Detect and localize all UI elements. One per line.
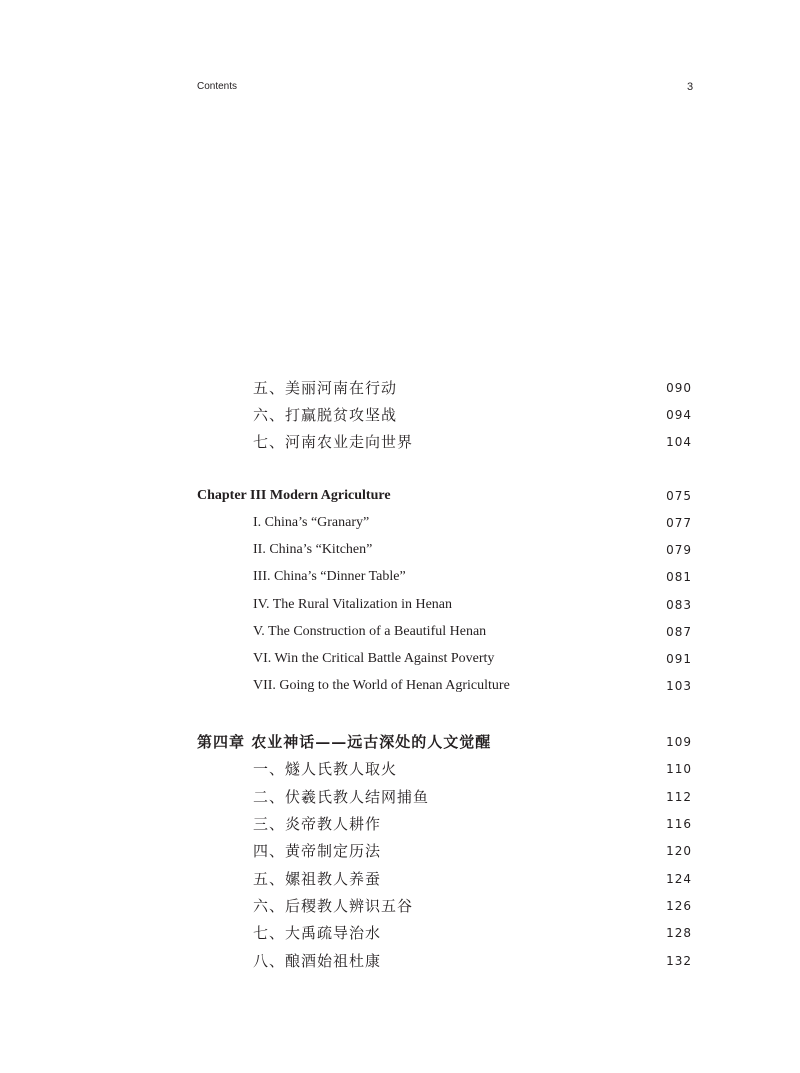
toc-entry-page: 126	[666, 899, 692, 913]
toc-entry[interactable]	[0, 949, 800, 973]
toc-entry-title: VI. Win the Critical Battle Against Poverty	[253, 651, 495, 666]
chapter-page: 109	[666, 735, 692, 749]
toc-entry[interactable]	[0, 785, 800, 809]
toc-entry-page: 094	[666, 408, 692, 422]
chapter-page: 075	[666, 489, 692, 503]
toc-entry-page: 116	[666, 817, 692, 831]
toc-entry-title: 八、酿酒始祖杜康	[253, 952, 382, 970]
toc-entry-title: 五、嫘祖教人养蚕	[253, 870, 382, 888]
toc-entry-page: 120	[666, 844, 692, 858]
toc-chapter-3[interactable]	[0, 484, 800, 508]
toc-entry[interactable]	[0, 403, 800, 427]
toc-entry-page: 079	[666, 543, 692, 557]
toc-entry-title: 七、大禹疏导治水	[253, 924, 382, 942]
toc-entry-title: 四、黄帝制定历法	[253, 842, 382, 860]
toc-entry[interactable]	[0, 674, 800, 698]
toc-entry[interactable]	[0, 511, 800, 535]
toc-chapter-4[interactable]	[0, 730, 800, 754]
toc-entry-page: 087	[666, 625, 692, 639]
toc-entry[interactable]	[0, 757, 800, 781]
toc-entry[interactable]	[0, 620, 800, 644]
toc-entry-page: 091	[666, 652, 692, 666]
toc-entry-title: II. China’s “Kitchen”	[253, 542, 373, 557]
toc-entry-page: 090	[666, 381, 692, 395]
toc-entry-title: IV. The Rural Vitalization in Henan	[253, 597, 453, 612]
toc-entry-page: 110	[666, 762, 692, 776]
toc-entry-title: 二、伏羲氏教人结网捕鱼	[253, 788, 430, 806]
toc-entry[interactable]	[0, 921, 800, 945]
toc-entry-title: V. The Construction of a Beautiful Henan	[253, 624, 487, 639]
toc-entry[interactable]	[0, 538, 800, 562]
chapter-title: 第四章 农业神话——远古深处的人文觉醒	[197, 733, 492, 751]
toc-entry[interactable]	[0, 430, 800, 454]
toc-entry-title: 六、打赢脱贫攻坚战	[253, 406, 398, 424]
toc-entry-page: 083	[666, 598, 692, 612]
toc-entry[interactable]	[0, 647, 800, 671]
toc-entry-title: III. China’s “Dinner Table”	[253, 569, 406, 584]
toc-entry[interactable]	[0, 867, 800, 891]
toc-entry[interactable]	[0, 593, 800, 617]
toc-entry[interactable]	[0, 376, 800, 400]
toc-entry-page: 103	[666, 679, 692, 693]
toc-entry-title: VII. Going to the World of Henan Agriculture	[253, 678, 510, 693]
toc-entry-title: I. China’s “Granary”	[253, 515, 370, 530]
toc-entry-page: 077	[666, 516, 692, 530]
toc-entry-title: 一、燧人氏教人取火	[253, 760, 398, 778]
toc-entry-page: 112	[666, 790, 692, 804]
toc-entry[interactable]	[0, 565, 800, 589]
toc-entry-page: 081	[666, 570, 692, 584]
toc-entry[interactable]	[0, 812, 800, 836]
chapter-title: Chapter III Modern Agriculture	[197, 488, 391, 503]
toc-entry-title: 五、美丽河南在行动	[253, 379, 398, 397]
toc-entry-page: 124	[666, 872, 692, 886]
toc-entry-page: 132	[666, 954, 692, 968]
page-number: 3	[687, 81, 694, 93]
toc-entry-title: 六、后稷教人辨识五谷	[253, 897, 414, 915]
toc-entry[interactable]	[0, 894, 800, 918]
running-head: Contents	[197, 81, 238, 92]
toc-entry[interactable]	[0, 839, 800, 863]
toc-entry-page: 104	[666, 435, 692, 449]
toc-entry-page: 128	[666, 926, 692, 940]
toc-entry-title: 七、河南农业走向世界	[253, 433, 414, 451]
toc-entry-title: 三、炎帝教人耕作	[253, 815, 382, 833]
